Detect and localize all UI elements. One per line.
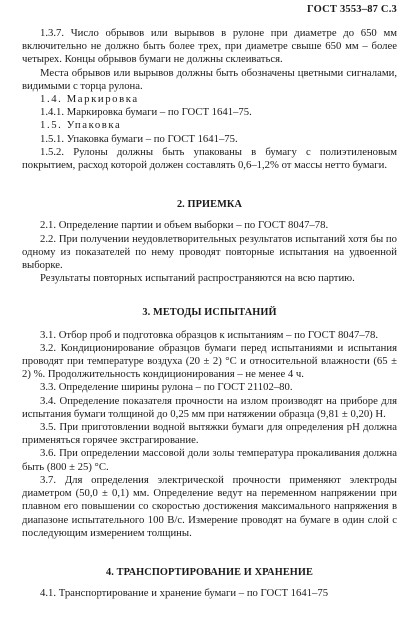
section-heading-4: 4. ТРАНСПОРТИРОВАНИЕ И ХРАНЕНИЕ xyxy=(106,566,313,578)
paragraph-3-4: 3.4. Определение показателя прочности на излом производят на приборе для испытания бумаги толщиной до 0,25 мм при натяжении образца (9,81 ± 0,20) Н. xyxy=(22,394,397,420)
paragraph-3-6: 3.6. При определении массовой доли золы температура прокаливания должна быть (800 ± 25) °С. xyxy=(22,447,397,473)
paragraph-3-2: 3.2. Кондиционирование образцов бумаги перед испытаниями и испытания проводят при температуре воздуха (20 ± 2) °С и относительной влажности (65 ± 2) %. Продолжительность кондиционирования – не менее 4 ч. xyxy=(22,341,397,381)
paragraph-3-1: 3.1. Отбор проб и подготовка образцов к испытаниям – по ГОСТ 8047–78. xyxy=(40,328,379,341)
paragraph-break-marking: Места обрывов или вырывов должны быть обозначены цветными сигналами, видимыми с торца рулона. xyxy=(22,66,397,92)
section-heading-2: 2. ПРИЕМКА xyxy=(176,199,243,211)
document-body xyxy=(22,27,397,600)
page-header: ГОСТ 3553–87 С.3 xyxy=(307,4,397,15)
subheading-1-5: 1.5. Упаковка xyxy=(40,119,122,132)
section-heading-3: 3. МЕТОДЫ ИСПЫТАНИЙ xyxy=(142,307,277,319)
paragraph-3-3: 3.3. Определение ширины рулона – по ГОСТ 21102–80. xyxy=(40,381,293,394)
paragraph-3-5: 3.5. При приготовлении водной вытяжки бумаги для определения рН должна применяться горячее экстрагирование. xyxy=(22,421,397,447)
paragraph-1-5-1: 1.5.1. Упаковка бумаги – по ГОСТ 1641–75. xyxy=(40,132,238,145)
paragraph-3-7: 3.7. Для определения электрической прочности применяют электроды диаметром (50,0 ± 0,1) мм. Определение ведут на переменном напряжении при плавном его повышении со скоростью достижения максимального напряжения в диапазоне испытательного 100 В/с. Измерение проводят на бумаге в один слой с последующим измерением толщины. xyxy=(22,473,397,539)
paragraph-1-3-7: 1.3.7. Число обрывов или вырывов в рулоне при диаметре до 650 мм включительно не должно быть более трех, при диаметре свыше 650 мм – более четырех. Концы обрывов бумаги не должны склеиваться. xyxy=(22,27,397,66)
paragraph-2-2: 2.2. При получении неудовлетворительных результатов испытаний хотя бы по одному из показателей по нему проводят повторные испытания на удвоенной выборке. xyxy=(22,232,397,272)
paragraph-retest-results: Результаты повторных испытаний распространяются на всю партию. xyxy=(40,272,355,285)
paragraph-2-1: 2.1. Определение партии и объем выборки – по ГОСТ 8047–78. xyxy=(40,219,329,232)
paragraph-1-4-1: 1.4.1. Маркировка бумаги – по ГОСТ 1641–75. xyxy=(40,106,252,119)
subheading-1-4: 1.4. Маркировка xyxy=(40,93,139,106)
paragraph-4-1: 4.1. Транспортирование и хранение бумаги – по ГОСТ 1641–75 xyxy=(40,587,329,600)
paragraph-1-5-2: 1.5.2. Рулоны должны быть упакованы в бумагу с полиэтиленовым покрытием, расход которой должен составлять 0,6–1,2% от массы нетто бумаги. xyxy=(22,145,397,172)
